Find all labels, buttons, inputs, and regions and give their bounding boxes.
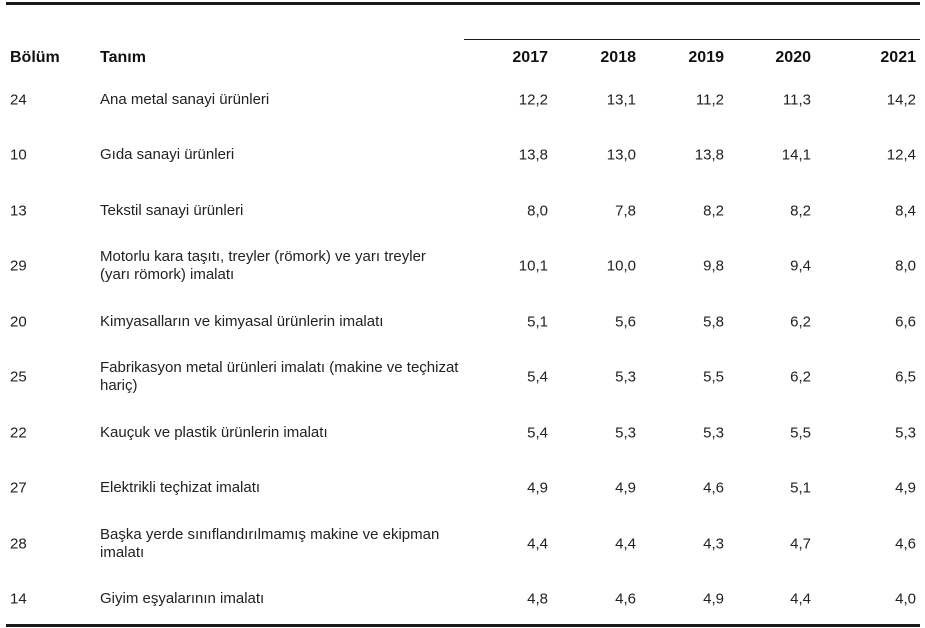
row-code: 10 <box>10 146 27 164</box>
row-value-2019: 5,8 <box>703 313 724 331</box>
table-top-rule <box>6 2 920 5</box>
table-row <box>6 461 920 517</box>
row-value-2021: 14,2 <box>886 91 916 109</box>
header-year-2021: 2021 <box>880 49 916 66</box>
row-value-2018: 5,3 <box>615 424 636 442</box>
row-value-2019: 9,8 <box>703 257 724 275</box>
table-header-row <box>6 40 920 76</box>
row-value-2020: 11,3 <box>782 91 811 109</box>
row-value-2017: 10,1 <box>518 257 548 275</box>
row-value-2017: 5,4 <box>527 368 548 386</box>
row-value-2021: 4,6 <box>895 535 916 553</box>
row-value-2018: 13,0 <box>606 146 636 164</box>
row-value-2018: 5,3 <box>615 368 636 386</box>
row-value-2020: 14,1 <box>781 146 811 164</box>
row-description: Elektrikli teçhizat imalatı <box>100 479 261 497</box>
row-code: 28 <box>10 535 27 553</box>
row-value-2017: 13,8 <box>518 146 548 164</box>
row-code: 29 <box>10 257 27 275</box>
row-value-2021: 6,6 <box>895 313 916 331</box>
row-code: 24 <box>10 91 27 109</box>
row-value-2017: 4,4 <box>527 535 548 553</box>
header-year-2017: 2017 <box>512 49 548 66</box>
row-value-2021: 4,0 <box>895 590 916 608</box>
row-value-2021: 8,0 <box>895 257 916 275</box>
row-value-2020: 6,2 <box>790 368 811 386</box>
row-value-2018: 5,6 <box>615 313 636 331</box>
header-year-2019: 2019 <box>688 49 724 66</box>
row-value-2020: 6,2 <box>790 313 811 331</box>
table-row <box>6 516 920 572</box>
table-row <box>6 239 920 295</box>
row-value-2020: 4,4 <box>790 590 811 608</box>
table-row <box>6 572 920 628</box>
row-value-2020: 5,1 <box>790 479 811 497</box>
row-value-2018: 4,6 <box>615 590 636 608</box>
row-value-2020: 9,4 <box>790 257 811 275</box>
row-value-2017: 8,0 <box>527 202 548 220</box>
row-description: Başka yerde sınıflandırılmamış makine ve ekipman imalatı <box>100 525 440 561</box>
row-value-2020: 8,2 <box>790 202 811 220</box>
row-value-2017: 4,8 <box>527 590 548 608</box>
row-value-2017: 4,9 <box>527 479 548 497</box>
row-value-2019: 4,6 <box>703 479 724 497</box>
row-value-2019: 5,5 <box>703 368 724 386</box>
row-value-2020: 4,7 <box>790 535 811 553</box>
row-description: Kimyasalların ve kimyasal ürünlerin imalatı <box>100 312 384 330</box>
table-row <box>6 405 920 461</box>
row-code: 27 <box>10 479 27 497</box>
row-description: Kauçuk ve plastik ürünlerin imalatı <box>100 423 328 441</box>
row-code: 13 <box>10 202 27 220</box>
row-value-2019: 8,2 <box>703 202 724 220</box>
row-value-2019: 5,3 <box>703 424 724 442</box>
row-value-2017: 5,1 <box>527 313 548 331</box>
row-value-2018: 4,9 <box>615 479 636 497</box>
table-row <box>6 183 920 239</box>
header-year-2020: 2020 <box>775 49 811 66</box>
table-row <box>6 128 920 184</box>
table-body <box>6 72 920 627</box>
row-value-2019: 11,2 <box>695 91 724 109</box>
row-value-2018: 7,8 <box>615 202 636 220</box>
row-code: 20 <box>10 313 27 331</box>
row-value-2019: 13,8 <box>694 146 724 164</box>
row-value-2021: 5,3 <box>895 424 916 442</box>
row-value-2019: 4,3 <box>703 535 724 553</box>
row-code: 22 <box>10 424 27 442</box>
header-bolum: Bölüm <box>10 49 60 66</box>
row-description: Giyim eşyalarının imalatı <box>100 590 265 608</box>
row-value-2018: 4,4 <box>615 535 636 553</box>
row-value-2019: 4,9 <box>703 590 724 608</box>
row-code: 14 <box>10 590 27 608</box>
row-value-2021: 4,9 <box>895 479 916 497</box>
row-description: Ana metal sanayi ürünleri <box>100 90 270 108</box>
data-table <box>6 0 920 628</box>
row-value-2021: 12,4 <box>886 146 916 164</box>
row-value-2017: 12,2 <box>518 91 548 109</box>
table-row <box>6 72 920 128</box>
row-value-2021: 6,5 <box>895 368 916 386</box>
row-description: Motorlu kara taşıtı, treyler (römork) ve yarı treyler (yarı römork) imalatı <box>100 248 426 284</box>
table-row <box>6 294 920 350</box>
row-description: Fabrikasyon metal ürünleri imalatı (makine ve teçhizat hariç) <box>100 359 459 395</box>
row-description: Tekstil sanayi ürünleri <box>100 201 244 219</box>
row-value-2017: 5,4 <box>527 424 548 442</box>
row-value-2018: 13,1 <box>606 91 636 109</box>
row-value-2021: 8,4 <box>895 202 916 220</box>
table-row <box>6 350 920 406</box>
row-value-2020: 5,5 <box>790 424 811 442</box>
table-bottom-rule <box>6 624 920 627</box>
row-description: Gıda sanayi ürünleri <box>100 146 235 164</box>
header-year-2018: 2018 <box>600 49 636 66</box>
row-value-2018: 10,0 <box>606 257 636 275</box>
header-tanim: Tanım <box>100 49 146 66</box>
row-code: 25 <box>10 368 27 386</box>
